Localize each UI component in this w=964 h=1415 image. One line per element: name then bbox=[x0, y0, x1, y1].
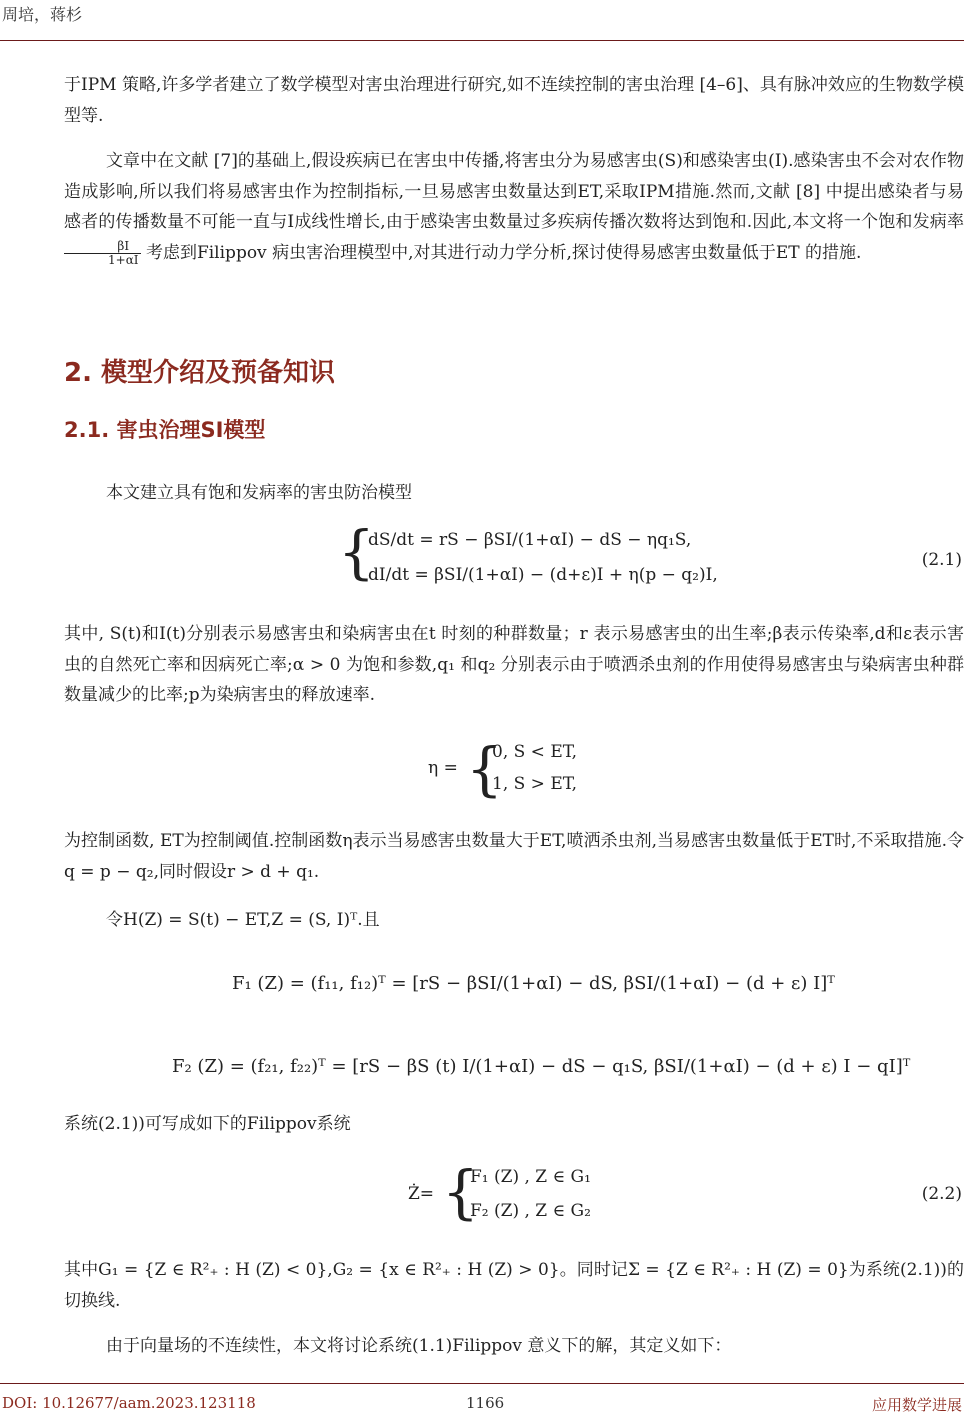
paragraph-5 bbox=[64, 826, 964, 887]
paragraph-9: 由于向量场的不连续性，本文将讨论系统(1.1)Filippov 意义下的解，其定义如下： bbox=[106, 1336, 732, 1356]
equation-2-1-line-1: dS/dt = rS − βSI/(1+αI) − dS − ηq₁S, bbox=[368, 530, 692, 550]
equation-number-2-1: (2.1) bbox=[921, 550, 962, 570]
equation-2-1-line-2: dI/dt = βSI/(1+αI) − (d+ε)I + η(p − q₂)I, bbox=[368, 565, 718, 585]
eta-case-1: 0, S < ET, bbox=[492, 742, 577, 762]
paragraph-1 bbox=[64, 70, 964, 131]
paragraph-7: 系统(2.1))可写成如下的Filippov系统 bbox=[64, 1114, 351, 1134]
page-number: 1166 bbox=[466, 1394, 505, 1412]
paragraph-8-text: 其中G₁ = {Z ∈ R²₊ : H (Z) < 0},G₂ = {x ∈ R²₊ : H (Z) > 0}。同时记Σ = {Z ∈ R²₊ : H (Z) = 0}为系统(2.1))的切换线. bbox=[64, 1260, 964, 1311]
paragraph-4 bbox=[64, 619, 964, 711]
section-title: 2. 模型介绍及预备知识 bbox=[64, 358, 336, 388]
equation-2-2-case-2: F₂ (Z) , Z ∈ G₂ bbox=[470, 1201, 591, 1221]
subsection-title: 2.1. 害虫治理SI模型 bbox=[64, 418, 266, 442]
paragraph-1-text: 于IPM 策略,许多学者建立了数学模型对害虫治理进行研究,如不连续控制的害虫治理 [4–6]、具有脉冲效应的生物数学模型等. bbox=[64, 75, 964, 126]
paragraph-2 bbox=[64, 146, 964, 268]
paragraph-5-text: 为控制函数, ET为控制阈值.控制函数η表示当易感害虫数量大于ET,喷洒杀虫剂,当易感害虫数量低于ET时,不采取措施.令q = p − q₂,同时假设r > d + q₁. bbox=[64, 831, 964, 882]
equation-F2: F₂ (Z) = (f₂₁, f₂₂)ᵀ = [rS − βS (t) I/(1+αI) − dS − q₁S, βSI/(1+αI) − (d + ε) I − qI]ᵀ bbox=[172, 1056, 911, 1077]
paragraph-8 bbox=[64, 1255, 964, 1316]
equation-brace: { bbox=[338, 518, 375, 586]
paragraph-4-text: 其中, S(t)和I(t)分别表示易感害虫和染病害虫在t 时刻的种群数量；r 表示易感害虫的出生率;β表示传染率,d和ε表示害虫的自然死亡率和因病死亡率;α > 0 为饱和参数,q₁ 和q₂ 分别表示由于喷洒杀虫剂的作用使得易感害虫与染病害虫种群数量减少的比率;p为染病害虫的释放速率. bbox=[64, 624, 964, 705]
equation-2-2-case-1: F₁ (Z) , Z ∈ G₁ bbox=[470, 1167, 591, 1187]
page-footer bbox=[0, 1383, 964, 1415]
equation-number-2-2: (2.2) bbox=[921, 1184, 962, 1204]
paragraph-2-text-a: 文章中在文献 [7]的基础上,假设疾病已在害虫中传播,将害虫分为易感害虫(S)和感染害虫(I).感染害虫不会对农作物造成影响,所以我们将易感害虫作为控制指标,一旦易感害虫数量达到ET,采取IPM措施.然而,文献 [8] 中提出感染者与易感者的传播数量不可能一直与I成线性增长,由于感染害虫数量过多疾病传播次数将达到饱和.因此,本文将一个饱和发病率 bbox=[64, 151, 964, 232]
eta-case-2: 1, S > ET, bbox=[492, 774, 577, 794]
paragraph-2-text-b: 考虑到Filippov 病虫害治理模型中,对其进行动力学分析,探讨使得易感害虫数量低于ET 的措施. bbox=[145, 242, 862, 263]
page-header bbox=[0, 0, 964, 41]
paragraph-3: 本文建立具有饱和发病率的害虫防治模型 bbox=[106, 483, 412, 503]
doi-link[interactable]: DOI: 10.12677/aam.2023.123118 bbox=[2, 1394, 256, 1412]
equation-F1: F₁ (Z) = (f₁₁, f₁₂)ᵀ = [rS − βSI/(1+αI) − dS, βSI/(1+αI) − (d + ε) I]ᵀ bbox=[232, 973, 835, 994]
eta-lhs: η = bbox=[428, 758, 458, 778]
header-authors: 周培，蒋杉 bbox=[2, 5, 83, 24]
eta-brace: { bbox=[466, 735, 503, 803]
journal-name: 应用数学进展 bbox=[871, 1396, 962, 1414]
saturation-incidence-fraction: $\frac{\beta I}{1+\alpha I}$ bbox=[64, 240, 141, 267]
paragraph-6: 令H(Z) = S(t) − ET,Z = (S, I)ᵀ.且 bbox=[106, 910, 380, 930]
equation-2-2-brace: { bbox=[442, 1158, 479, 1226]
equation-2-2-lhs: Ż= bbox=[408, 1184, 435, 1204]
